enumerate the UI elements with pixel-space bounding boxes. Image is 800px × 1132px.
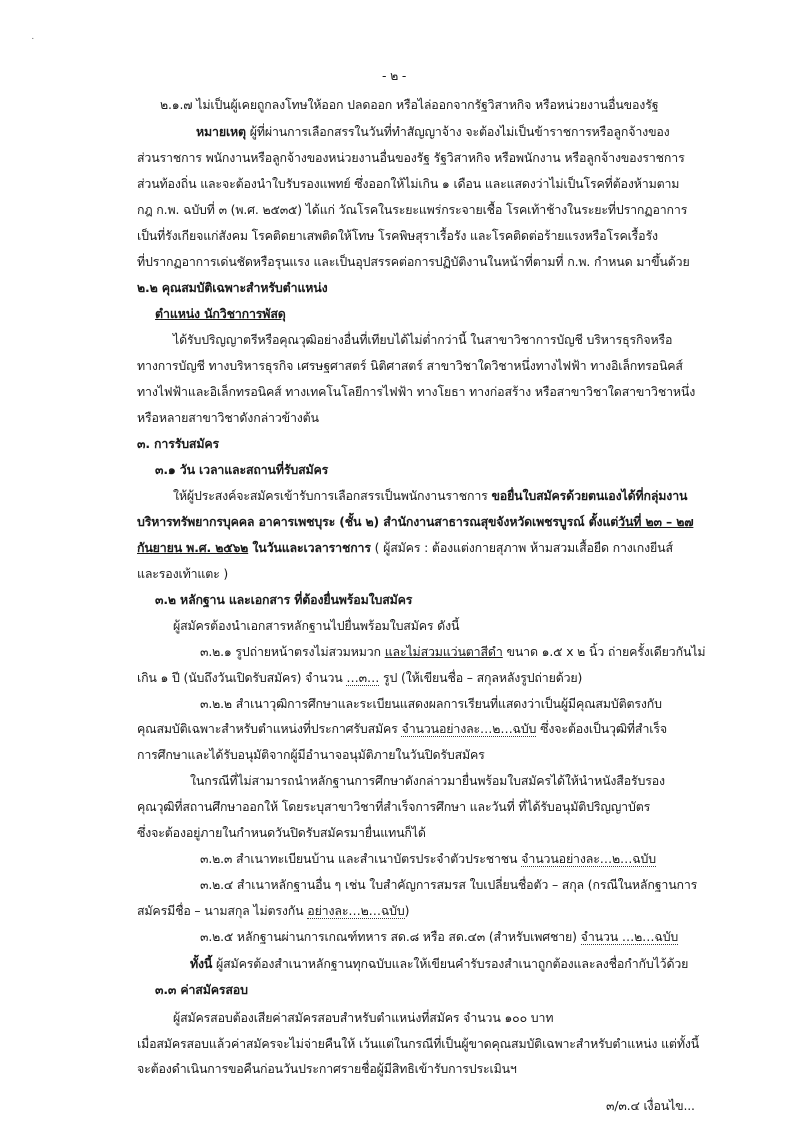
doc-line: [137, 749, 485, 761]
doc-line: [200, 646, 705, 658]
text-segment: หรือหลายสาขาวิชาดังกล่าวข้างต้น: [137, 410, 319, 425]
text-segment: ในวันและเวลาราชการ: [248, 540, 371, 555]
doc-line: [160, 99, 658, 111]
page-number: - ๒ -: [382, 68, 407, 83]
doc-line: [137, 230, 658, 242]
doc-line: [137, 412, 319, 424]
doc-line: [137, 204, 687, 216]
doc-line: [137, 1063, 517, 1075]
text-segment: ผู้สมัครต้องสำเนาหลักฐานทุกฉบับและให้เขียนคำรับรองสำเนาถูกต้องและลงชื่อกำกับไว้ด้วย: [212, 956, 689, 971]
text-segment: ๓.๒.๒ สำเนาวุฒิการศึกษาและระเบียนแสดงผลการเรียนที่แสดงว่าเป็นผู้มีคุณสมบัติตรงกับ: [200, 696, 662, 711]
doc-line: [173, 334, 672, 346]
text-segment: ตำแหน่ง นักวิชาการพัสดุ: [155, 306, 286, 321]
text-segment: และไม่สวมแว่นตาสีดำ: [384, 644, 503, 659]
doc-line: [190, 958, 688, 970]
doc-line: [137, 905, 409, 917]
text-segment: ๓. การรับสมัคร: [137, 436, 220, 451]
text-segment: ส่วนท้องถิ่น และจะต้องนำใบรับรองแพทย์ ซึ่งออกให้ไม่เกิน ๑ เดือน และแสดงว่าไม่เป็นโรคที่ต้องห้ามตาม: [137, 176, 680, 191]
doc-line: [155, 464, 328, 476]
doc-line: [137, 178, 679, 190]
text-segment: ให้ผู้ประสงค์จะสมัครเข้ารับการเลือกสรรเป็นพนักงานราชการ: [173, 488, 492, 503]
text-segment: การศึกษาและได้รับอนุมัติจากผู้มีอำนาจอนุมัติภายในวันปิดรับสมัคร: [137, 747, 485, 762]
text-segment: อย่างละ…๒…ฉบับ: [307, 903, 405, 918]
text-segment: ๒.๑.๗ ไม่เป็นผู้เคยถูกลงโทษให้ออก ปลดออก หรือไล่ออกจากรัฐวิสาหกิจ หรือหน่วยงานอื่นของรัฐ: [160, 97, 659, 112]
text-segment: ๓.๑ วัน เวลาและสถานที่รับสมัคร: [155, 462, 329, 477]
text-segment: ๓.๒.๑ รูปถ่ายหน้าตรงไม่สวมหมวก: [200, 644, 385, 659]
text-segment: ผู้สมัครสอบต้องเสียค่าสมัครสอบสำหรับตำแหน่งที่สมัคร จำนวน ๑๐๐ บาท: [173, 1010, 554, 1025]
doc-line: [137, 1038, 699, 1050]
text-segment: กันยายน พ.ศ. ๒๕๖๒: [137, 540, 249, 555]
doc-line: [137, 542, 673, 554]
doc-line: [173, 1012, 553, 1024]
doc-line: [200, 853, 656, 865]
text-segment: เกิน ๑ ปี (นับถึงวันเปิดรับสมัคร) จำนวน: [137, 670, 347, 685]
text-segment: จำนวนอย่างละ…๒…ฉบับ: [401, 721, 537, 736]
text-segment: หมายเหตุ: [196, 124, 246, 139]
text-segment: ๒.๒ คุณสมบัติเฉพาะสำหรับตำแหน่ง: [137, 280, 328, 295]
margin-mark: ˙: [30, 36, 36, 49]
doc-line: [200, 698, 662, 710]
doc-line: [137, 438, 219, 450]
text-segment: บริหารทรัพยากรบุคคล อาคารเพชบุระ (ชั้น ๒) สำนักงานสาธารณสุขจังหวัดเพชรบูรณ์ ตั้งแต่: [137, 514, 619, 529]
text-segment: ที่ปรากฏอาการเด่นชัดหรือรุนแรง และเป็นอุปสรรคต่อการปฏิบัติงานในหน้าที่ตามที่ ก.พ. กำหนด มาขึ้นด้วย: [137, 254, 690, 269]
text-segment: วันที่ ๒๓ – ๒๗: [618, 514, 694, 529]
text-segment: รูป (ให้เขียนชื่อ – สกุลหลังรูปถ่ายด้วย): [379, 670, 583, 685]
doc-line: [137, 152, 685, 164]
text-segment: ได้รับปริญญาตรีหรือคุณวุฒิอย่างอื่นที่เทียบได้ไม่ต่ำกว่านี้ ในสาขาวิชาการบัญชี บริหารธุรกิจหรือ: [173, 332, 673, 347]
text-segment: จำนวนอย่างละ…๒…ฉบับ: [521, 851, 656, 866]
text-segment: ๓.๒.๔ สำเนาหลักฐานอื่น ๆ เช่น ใบสำคัญการสมรส ใบเปลี่ยนชื่อตัว – สกุล (กรณีในหลักฐานการ: [200, 877, 698, 892]
doc-line: [137, 801, 650, 813]
text-segment: ( ผู้สมัคร : ต้องแต่งกายสุภาพ ห้ามสวมเสื้อยืด กางเกงยีนส์: [370, 540, 673, 555]
footer-continuation: ๓/๓.๔ เงื่อนไข...: [606, 1098, 695, 1113]
text-segment: …๓…: [346, 670, 380, 685]
text-segment: กฎ ก.พ. ฉบับที่ ๓ (พ.ศ. ๒๕๓๕) ได้แก่ วัณโรคในระยะแพร่กระจายเชื้อ โรคเท้าช้างในระยะที่ปรากฏอาการ: [137, 202, 688, 217]
doc-line: [190, 775, 665, 787]
text-segment: จะต้องดำเนินการขอคืนก่อนวันประกาศรายชื่อผู้มีสิทธิเข้ารับการประเมินฯ: [137, 1061, 517, 1076]
text-segment: คุณสมบัติเฉพาะสำหรับตำแหน่งที่ประกาศรับสมัคร: [137, 721, 402, 736]
text-segment: ๓.๒ หลักฐาน และเอกสาร ที่ต้องยื่นพร้อมใบสมัคร: [155, 592, 413, 607]
doc-line: [155, 984, 248, 996]
doc-line: [137, 386, 695, 398]
doc-line: [137, 827, 426, 839]
text-segment: ส่วนราชการ พนักงานหรือลูกจ้างของหน่วยงานอื่นของรัฐ รัฐวิสาหกิจ หรือพนักงาน หรือลูกจ้างของราชการ: [137, 150, 685, 165]
doc-line: [137, 516, 693, 528]
text-segment: และรองเท้าแตะ ): [137, 566, 229, 581]
doc-line: [173, 620, 459, 632]
text-segment: จำนวน …๒…ฉบับ: [580, 929, 679, 944]
text-segment: ทั้งนี้: [190, 956, 213, 971]
doc-line: [196, 126, 670, 138]
doc-line: [137, 723, 667, 735]
text-segment: ซึ่งจะต้องอยู่ภายในกำหนดวันปิดรับสมัครมายื่นแทนก็ได้: [137, 825, 426, 840]
text-segment: เป็นที่รังเกียจแก่สังคม โรคติดยาเสพติดให้โทษ โรคพิษสุราเรื้อรัง และโรคติดต่อร้ายแรงหรือโรคเรื้อรัง: [137, 228, 658, 243]
text-segment: ๓.๒.๕ หลักฐานผ่านการเกณฑ์ทหาร สด.๘ หรือ สด.๔๓ (สำหรับเพศชาย): [200, 929, 581, 944]
text-segment: ในกรณีที่ไม่สามารถนำหลักฐานการศึกษาดังกล่าวมายื่นพร้อมใบสมัครได้ให้นำหนังสือรับรอง: [190, 773, 665, 788]
text-segment: ทางการบัญชี ทางบริหารธุรกิจ เศรษฐศาสตร์ นิติศาสตร์ สาขาวิชาใดวิชาหนึ่งทางไฟฟ้า ทางอิเล็กทรอนิคส์: [137, 358, 683, 373]
doc-line: [200, 879, 697, 891]
doc-line: [173, 490, 687, 502]
text-segment: ผู้สมัครต้องนำเอกสารหลักฐานไปยื่นพร้อมใบสมัคร ดังนี้: [173, 618, 460, 633]
doc-line: [137, 568, 228, 580]
doc-line: [137, 360, 683, 372]
doc-line: [137, 256, 690, 268]
text-segment: สมัครมีชื่อ – นามสกุล ไม่ตรงกัน: [137, 903, 308, 918]
text-segment: เมื่อสมัครสอบแล้วค่าสมัครจะไม่จ่ายคืนให้ เว้นแต่ในกรณีที่เป็นผู้ขาดคุณสมบัติเฉพาะสำหรับตำแหน่ง แต่ทั้งนี้: [137, 1036, 700, 1051]
text-segment: ซึ่งจะต้องเป็นวุฒิที่สำเร็จ: [536, 721, 667, 736]
text-segment: ผู้ที่ผ่านการเลือกสรรในวันที่ทำสัญญาจ้าง จะต้องไม่เป็นข้าราชการหรือลูกจ้างของ: [245, 124, 670, 139]
text-segment: ขอยื่นใบสมัครด้วยตนเองได้ที่กลุ่มงาน: [491, 488, 688, 503]
doc-line: [155, 594, 412, 606]
text-segment: ): [404, 903, 410, 918]
text-segment: ๓.๒.๓ สำเนาทะเบียนบ้าน และสำเนาบัตรประจำตัวประชาชน: [200, 851, 522, 866]
text-segment: ทางไฟฟ้าและอิเล็กทรอนิคส์ ทางเทคโนโลยีการไฟฟ้า ทางโยธา ทางก่อสร้าง หรือสาขาวิชาใดสาขาวิชาหนึ่ง: [137, 384, 696, 399]
text-segment: ขนาด ๑.๕ x ๒ นิ้ว ถ่ายครั้งเดียวกันไม่: [502, 644, 706, 659]
doc-line: [137, 282, 328, 294]
text-segment: คุณวุฒิที่สถานศึกษาออกให้ โดยระบุสาขาวิชาที่สำเร็จการศึกษา และวันที่ ที่ได้รับอนุมัติปริญญาบัตร: [137, 799, 651, 814]
doc-line: [155, 308, 286, 320]
text-segment: ๓.๓ ค่าสมัครสอบ: [155, 982, 248, 997]
doc-line: [200, 931, 678, 943]
doc-line: [137, 672, 582, 684]
